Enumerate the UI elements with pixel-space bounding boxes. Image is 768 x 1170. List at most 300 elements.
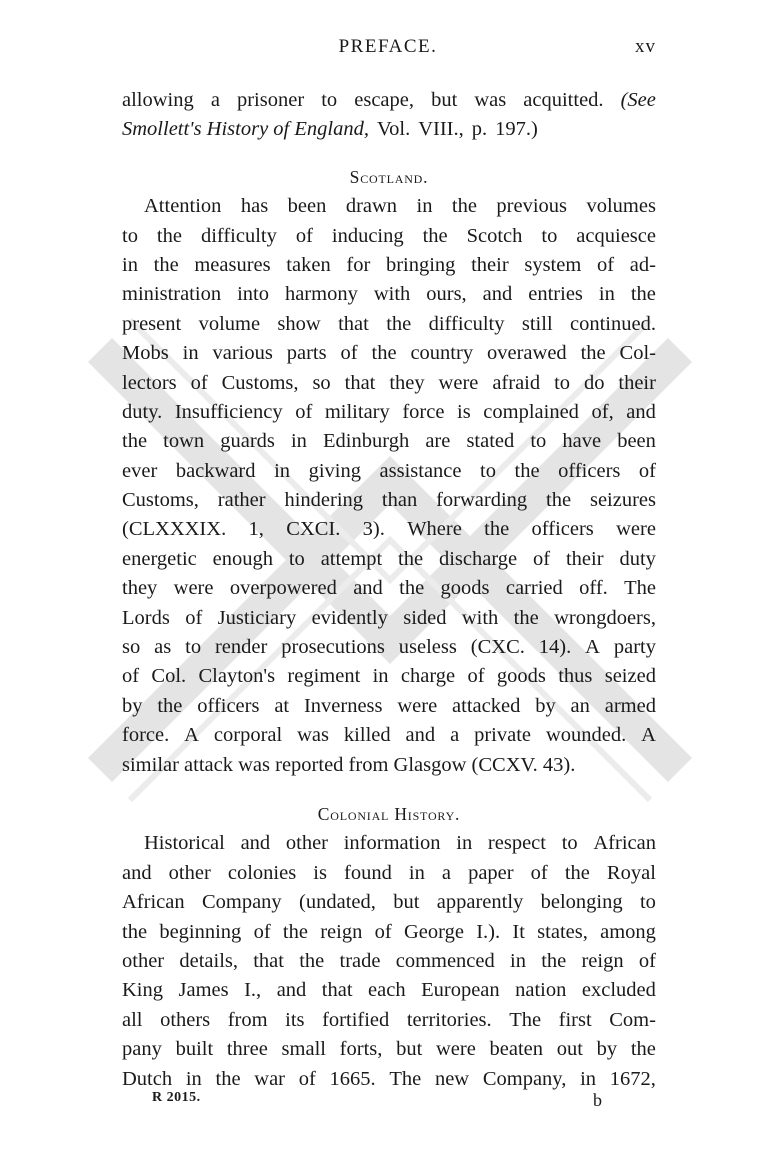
word: others: [160, 1008, 211, 1031]
word: the: [282, 920, 308, 943]
word: first: [558, 1008, 592, 1031]
word: killed: [343, 724, 391, 747]
word: to: [639, 891, 656, 914]
word: by: [122, 694, 143, 717]
word: a: [450, 724, 460, 747]
word: and: [482, 283, 513, 306]
word: Insufficiency: [174, 400, 283, 423]
word: Col.: [151, 665, 187, 688]
word: and: [405, 724, 436, 747]
word: hindering: [284, 489, 364, 512]
word: the: [122, 430, 148, 453]
text-line: [122, 692, 656, 721]
word: been: [287, 195, 327, 218]
word: duty.: [122, 400, 163, 423]
word: ministration: [122, 283, 222, 306]
word: previous: [496, 195, 568, 218]
section-colonial-history: [122, 829, 656, 1094]
sheet-mark: b: [593, 1090, 602, 1110]
word: have: [562, 430, 602, 453]
word: at: [274, 694, 290, 717]
word: off.: [579, 577, 608, 600]
word: to: [530, 430, 547, 453]
word: found: [344, 861, 392, 884]
word: by: [596, 1038, 618, 1061]
word: various: [212, 342, 273, 365]
word: Scotch: [466, 224, 523, 247]
word: acquiesce: [576, 224, 656, 247]
word: still: [521, 312, 553, 335]
word: of: [530, 861, 548, 884]
word: for: [346, 253, 371, 276]
word: Smollett's History of England,: [122, 118, 369, 141]
word: Dutch: [122, 1067, 173, 1090]
section-scotland: [122, 192, 656, 780]
word: present: [122, 312, 182, 335]
word: than: [381, 489, 418, 512]
section-heading-scotland: Scotland.: [349, 166, 429, 187]
word: stated: [466, 430, 515, 453]
word: parts: [286, 342, 327, 365]
word: military: [324, 400, 390, 423]
word: of: [295, 400, 313, 423]
word: difficulty: [200, 224, 277, 247]
word: Customs,: [122, 489, 199, 512]
word: Clayton's: [198, 665, 276, 688]
word: Company: [201, 891, 282, 914]
text-line: [122, 222, 656, 251]
word: other: [168, 861, 211, 884]
text-line: [122, 398, 656, 427]
word: but: [396, 1038, 423, 1061]
text-line: [122, 751, 656, 780]
word: of: [253, 920, 271, 943]
word: King: [122, 979, 163, 1002]
word: reign: [320, 920, 363, 943]
text-line: [122, 310, 656, 339]
text-line: [122, 115, 656, 144]
word: and: [626, 400, 656, 423]
word: James: [178, 979, 229, 1002]
word: the: [157, 694, 183, 717]
word: The: [509, 1008, 542, 1031]
word: (See: [620, 89, 656, 111]
word: ours,: [426, 283, 467, 306]
word: A: [585, 636, 600, 659]
word: a: [441, 861, 452, 884]
word: were: [435, 1038, 476, 1061]
text-line: [122, 86, 656, 115]
word: other: [285, 832, 329, 855]
word: to: [288, 547, 305, 570]
word: backward: [175, 459, 256, 482]
word: so: [122, 636, 141, 659]
word: attempt: [320, 547, 383, 570]
word: their: [618, 371, 656, 394]
word: measures: [194, 253, 271, 276]
word: inducing: [331, 224, 404, 247]
word: the: [630, 1038, 656, 1061]
text-line: [122, 280, 656, 309]
word: giving: [308, 459, 361, 482]
word: fortified: [322, 1008, 390, 1031]
text-line: [122, 1006, 656, 1035]
word: Where: [407, 518, 462, 541]
word: complained: [483, 400, 579, 423]
word: (CXC.: [470, 636, 525, 659]
text-line: [122, 918, 656, 947]
word: with: [461, 606, 499, 629]
text-line: [122, 888, 656, 917]
word: of: [467, 665, 485, 688]
word: (CLXXXIX.: [122, 518, 227, 541]
word: afraid: [492, 371, 541, 394]
word: pany: [122, 1038, 162, 1061]
word: to: [122, 224, 138, 247]
word: prosecutions: [281, 636, 385, 659]
word: the: [630, 283, 656, 306]
word: with: [373, 283, 411, 306]
word: difficulty: [428, 312, 505, 335]
word: charge: [400, 665, 456, 688]
word: was: [474, 89, 507, 111]
word: of: [190, 371, 208, 394]
word: of: [122, 665, 140, 688]
word: officers: [558, 459, 621, 482]
word: that: [338, 312, 369, 335]
word: allowing: [122, 89, 194, 111]
word: 3).: [362, 518, 385, 541]
text-line: [122, 369, 656, 398]
word: Com-: [609, 1008, 656, 1031]
word: details,: [179, 949, 238, 972]
word: guards: [220, 430, 275, 453]
word: but: [431, 89, 458, 111]
word: corporal: [213, 724, 283, 747]
word: that: [253, 949, 284, 972]
word: attacked: [452, 694, 521, 717]
word: beaten: [489, 1038, 544, 1061]
word: the: [564, 861, 590, 884]
word: was: [297, 724, 329, 747]
word: It: [512, 920, 525, 943]
word: similar attack was reported from Glasgow (CCXV. 43).: [122, 753, 576, 776]
word: escape,: [354, 89, 414, 111]
word: I.,: [244, 979, 262, 1002]
word: paper: [468, 861, 514, 884]
word: of: [638, 949, 656, 972]
word: of: [374, 920, 392, 943]
word: were: [397, 694, 438, 717]
signature-mark: R 2015.: [152, 1090, 201, 1105]
word: they: [122, 577, 158, 600]
word: small: [281, 1038, 326, 1061]
word: to: [185, 636, 202, 659]
word: the: [484, 518, 510, 541]
word: the: [514, 459, 540, 482]
text-line: [122, 721, 656, 750]
word: carried: [505, 577, 563, 600]
word: three: [226, 1038, 268, 1061]
word: force.: [122, 724, 170, 747]
word: drawn: [345, 195, 398, 218]
word: evidently: [311, 606, 388, 629]
word: African: [122, 891, 185, 914]
word: the: [422, 224, 448, 247]
word: its: [285, 1008, 305, 1031]
text-line: [122, 427, 656, 456]
word: the: [156, 224, 182, 247]
word: 1672,: [609, 1067, 656, 1090]
word: 197.): [495, 118, 538, 141]
word: George: [403, 920, 464, 943]
word: to: [541, 224, 558, 247]
text-line: [122, 947, 656, 976]
word: Company,: [482, 1067, 567, 1090]
word: and: [122, 861, 152, 884]
word: of: [298, 1067, 316, 1090]
word: do: [583, 371, 605, 394]
word: goods: [496, 665, 546, 688]
word: European: [421, 979, 500, 1002]
word: of: [533, 547, 551, 570]
page-header: [120, 36, 656, 66]
page-number: xv: [635, 36, 656, 57]
word: from: [227, 1008, 268, 1031]
word: assistance: [379, 459, 462, 482]
word: discharge: [438, 547, 518, 570]
word: they: [389, 371, 425, 394]
word: war: [254, 1067, 285, 1090]
word: to: [554, 371, 571, 394]
word: the: [451, 195, 477, 218]
word: seized: [604, 665, 656, 688]
word: Inverness: [303, 694, 383, 717]
word: ad-: [629, 253, 656, 276]
word: that: [344, 371, 376, 394]
word: the: [546, 489, 572, 512]
word: officers: [197, 694, 260, 717]
word: Vol.: [376, 118, 411, 141]
word: as: [154, 636, 172, 659]
word: Customs,: [221, 371, 299, 394]
text-line: [122, 662, 656, 691]
word: but: [393, 891, 420, 914]
word: taken: [286, 253, 331, 276]
word: to: [480, 459, 496, 482]
word: volume: [198, 312, 261, 335]
word: has: [240, 195, 269, 218]
word: 1,: [248, 518, 264, 541]
word: render: [214, 636, 268, 659]
word: A: [641, 724, 656, 747]
word: show: [277, 312, 321, 335]
word: their: [471, 253, 509, 276]
word: in: [372, 665, 389, 688]
word: country: [410, 342, 474, 365]
word: forwarding: [436, 489, 528, 512]
word: of: [185, 606, 203, 629]
page-footer: [152, 1090, 602, 1110]
word: private: [474, 724, 532, 747]
word: and: [276, 979, 307, 1002]
word: 1665.: [329, 1067, 376, 1090]
text-line: [122, 574, 656, 603]
word: the: [153, 253, 179, 276]
word: were: [173, 577, 214, 600]
word: armed: [604, 694, 656, 717]
word: is: [457, 400, 471, 423]
word: A: [184, 724, 199, 747]
word: respect: [487, 832, 546, 855]
word: the: [513, 606, 539, 629]
word: Edinburgh: [323, 430, 410, 453]
word: beginning: [159, 920, 242, 943]
word: the: [580, 342, 606, 365]
word: African: [593, 832, 656, 855]
text-line: [122, 1035, 656, 1064]
word: the: [541, 949, 567, 972]
word: their: [565, 547, 604, 570]
word: town: [163, 430, 205, 453]
word: a: [210, 89, 220, 111]
word: of: [295, 224, 313, 247]
word: CXCI.: [286, 518, 341, 541]
word: the: [122, 920, 148, 943]
word: Col-: [619, 342, 656, 365]
word: duty: [619, 547, 656, 570]
word: in: [185, 1067, 202, 1090]
word: officers: [531, 518, 594, 541]
word: in: [290, 430, 307, 453]
word: in: [598, 283, 615, 306]
word: overawed: [486, 342, 567, 365]
word: belonging: [540, 891, 623, 914]
word: built: [175, 1038, 214, 1061]
word: to: [321, 89, 338, 111]
word: of,: [591, 400, 614, 423]
word: excluded: [581, 979, 656, 1002]
word: territories.: [406, 1008, 492, 1031]
word: the: [399, 577, 425, 600]
word: trade: [339, 949, 381, 972]
word: of: [638, 459, 656, 482]
text-line: [122, 859, 656, 888]
word: and: [240, 832, 271, 855]
text-line: [122, 604, 656, 633]
word: an: [570, 694, 590, 717]
word: out: [556, 1038, 583, 1061]
word: regiment: [287, 665, 361, 688]
word: in: [456, 832, 473, 855]
word: by: [535, 694, 556, 717]
word: lectors: [122, 371, 177, 394]
word: apparently: [436, 891, 524, 914]
word: that: [321, 979, 353, 1002]
word: colonies: [227, 861, 297, 884]
word: The: [389, 1067, 422, 1090]
word: of: [340, 342, 358, 365]
text-line: [122, 251, 656, 280]
word: is: [313, 861, 327, 884]
word: Justiciary: [217, 606, 297, 629]
word: forts,: [339, 1038, 383, 1061]
word: each: [368, 979, 406, 1002]
word: information: [343, 832, 441, 855]
word: wounded.: [545, 724, 627, 747]
word: commenced: [395, 949, 495, 972]
word: Mobs: [122, 342, 169, 365]
text-line: [122, 192, 656, 221]
word: acquitted.: [523, 89, 604, 111]
text-line: [122, 486, 656, 515]
word: in: [122, 253, 138, 276]
body-text: [122, 86, 656, 1094]
word: in: [416, 195, 433, 218]
word: to: [561, 832, 578, 855]
word: entries: [528, 283, 583, 306]
word: overpowered: [229, 577, 337, 600]
word: were: [616, 518, 656, 541]
word: Attention: [144, 195, 222, 218]
word: useless: [398, 636, 457, 659]
word: ever: [122, 459, 158, 482]
word: in: [510, 949, 526, 972]
word: are: [425, 430, 451, 453]
word: party: [613, 636, 656, 659]
text-line: [122, 976, 656, 1005]
word: in: [580, 1067, 597, 1090]
running-head: PREFACE.: [338, 36, 438, 57]
word: wrongdoers,: [554, 606, 656, 629]
word: volumes: [586, 195, 656, 218]
word: the: [371, 342, 397, 365]
word: (undated,: [299, 891, 376, 914]
word: p.: [471, 118, 488, 141]
word: Lords: [122, 606, 170, 629]
word: thus: [558, 665, 593, 688]
word: enough: [212, 547, 273, 570]
word: of: [596, 253, 615, 276]
word: the: [398, 547, 424, 570]
word: into: [237, 283, 269, 306]
word: system: [524, 253, 582, 276]
word: prisoner: [236, 89, 305, 111]
word: the: [215, 1067, 241, 1090]
section-heading-colonial-history: Colonial History.: [317, 803, 461, 824]
text-line: [122, 829, 656, 858]
word: VIII.,: [418, 118, 464, 141]
word: force: [402, 400, 445, 423]
word: in: [274, 459, 291, 482]
word: Royal: [606, 861, 656, 884]
text-line: [122, 545, 656, 574]
word: rather: [217, 489, 266, 512]
word: reign: [581, 949, 624, 972]
text-line: [122, 457, 656, 486]
word: were: [438, 371, 479, 394]
word: other: [122, 949, 165, 972]
word: and: [353, 577, 383, 600]
word: bringing: [385, 253, 456, 276]
text-line: [122, 515, 656, 544]
text-line: [122, 339, 656, 368]
word: all: [122, 1008, 143, 1031]
word: I.).: [476, 920, 501, 943]
word: energetic: [122, 547, 197, 570]
word: states,: [537, 920, 588, 943]
word: nation: [515, 979, 567, 1002]
